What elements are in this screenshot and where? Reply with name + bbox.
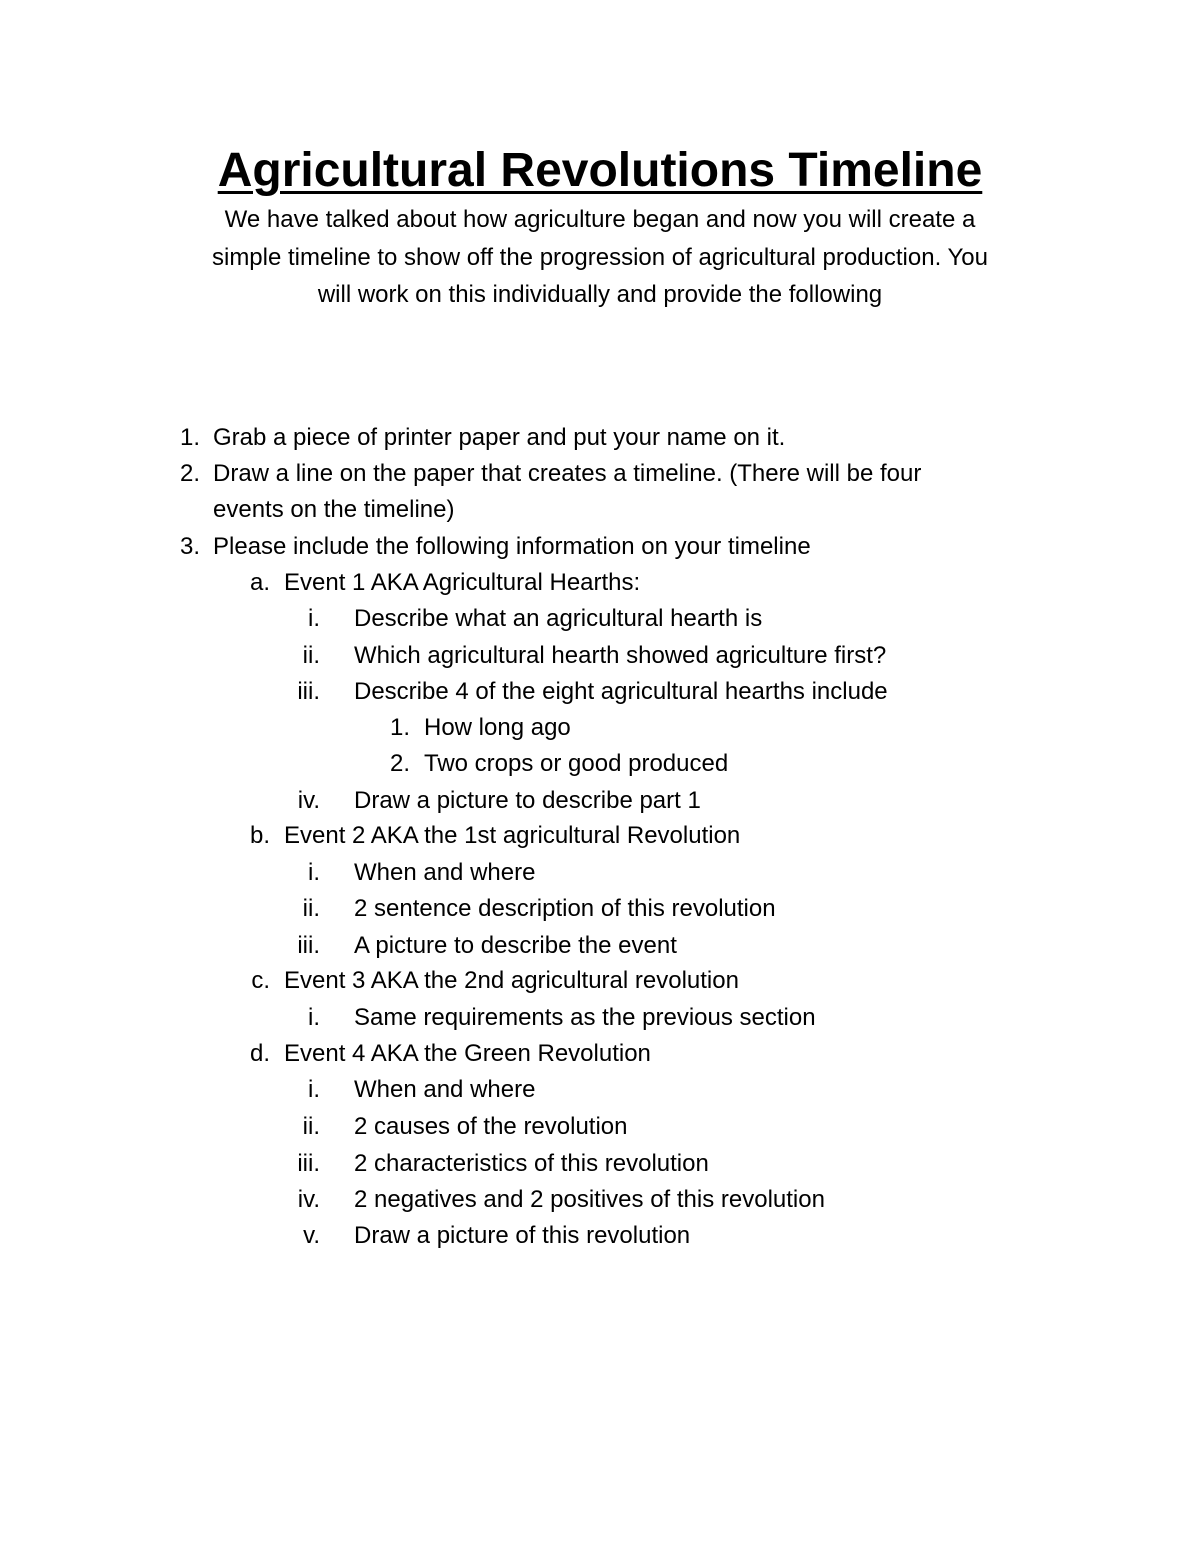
event-text: Event 1 AKA Agricultural Hearths:	[284, 569, 641, 596]
intro-paragraph	[100, 201, 1100, 314]
sub-text: Same requirements as the previous section	[354, 1004, 816, 1031]
sub-text: When and where	[354, 1076, 536, 1103]
sub-marker: i.	[308, 1004, 320, 1031]
sub-marker: iii.	[297, 1150, 320, 1177]
sub-text: Describe what an agricultural hearth is	[354, 605, 763, 632]
sub-marker: i.	[308, 605, 320, 632]
subsub-text: How long ago	[424, 714, 571, 741]
sub-text: 2 negatives and 2 positives of this revolution	[354, 1186, 825, 1213]
event-text: Event 2 AKA the 1st agricultural Revolution	[284, 822, 741, 849]
event-text: Event 3 AKA the 2nd agricultural revolution	[284, 967, 739, 994]
sub-text: Which agricultural hearth showed agriculture first?	[354, 642, 887, 669]
sub-marker: iii.	[297, 678, 320, 705]
subsub-marker: 1.	[389, 714, 410, 741]
sub-marker: i.	[308, 859, 320, 886]
document-title: Agricultural Revolutions Timeline	[217, 144, 983, 197]
sub-text: A picture to describe the event	[354, 932, 677, 959]
sub-marker: v.	[303, 1222, 320, 1249]
sub-marker: i.	[308, 1076, 320, 1103]
sub-text: Draw a picture to describe part 1	[354, 787, 701, 814]
sub-text: Describe 4 of the eight agricultural hearths include	[354, 678, 888, 705]
sub-text: 2 sentence description of this revolution	[354, 895, 776, 922]
sub-text: When and where	[354, 859, 536, 886]
event-marker: b.	[249, 822, 270, 849]
sub-marker: iv.	[297, 787, 320, 814]
sub-marker: iii.	[297, 932, 320, 959]
step-marker: 3.	[179, 533, 200, 560]
sub-marker: iv.	[297, 1186, 320, 1213]
intro-line: We have talked about how agriculture began and now you will create a	[224, 206, 976, 233]
step-text: Draw a line on the paper that creates a timeline. (There will be four	[213, 460, 922, 487]
sub-marker: ii.	[302, 895, 320, 922]
sub-marker: ii.	[302, 642, 320, 669]
intro-line: simple timeline to show off the progression of agricultural production. You	[211, 243, 988, 271]
sub-marker: ii.	[302, 1113, 320, 1140]
subsub-text: Two crops or good produced	[424, 750, 729, 777]
step-text: Grab a piece of printer paper and put your name on it.	[213, 424, 786, 451]
event-marker: d.	[249, 1040, 270, 1067]
sub-text: 2 causes of the revolution	[354, 1113, 628, 1140]
sub-text: 2 characteristics of this revolution	[354, 1150, 709, 1177]
step-text: Please include the following information on your timeline	[213, 533, 811, 560]
event-marker: a.	[249, 569, 270, 596]
event-marker: c.	[251, 967, 270, 994]
intro-line: will work on this individually and provide the following	[317, 281, 883, 308]
subsub-marker: 2.	[389, 750, 410, 777]
sub-text: Draw a picture of this revolution	[354, 1222, 691, 1249]
step-marker: 2.	[179, 460, 200, 487]
step-marker: 1.	[179, 424, 200, 451]
step-text-continuation: events on the timeline)	[213, 496, 455, 523]
event-text: Event 4 AKA the Green Revolution	[284, 1040, 651, 1067]
